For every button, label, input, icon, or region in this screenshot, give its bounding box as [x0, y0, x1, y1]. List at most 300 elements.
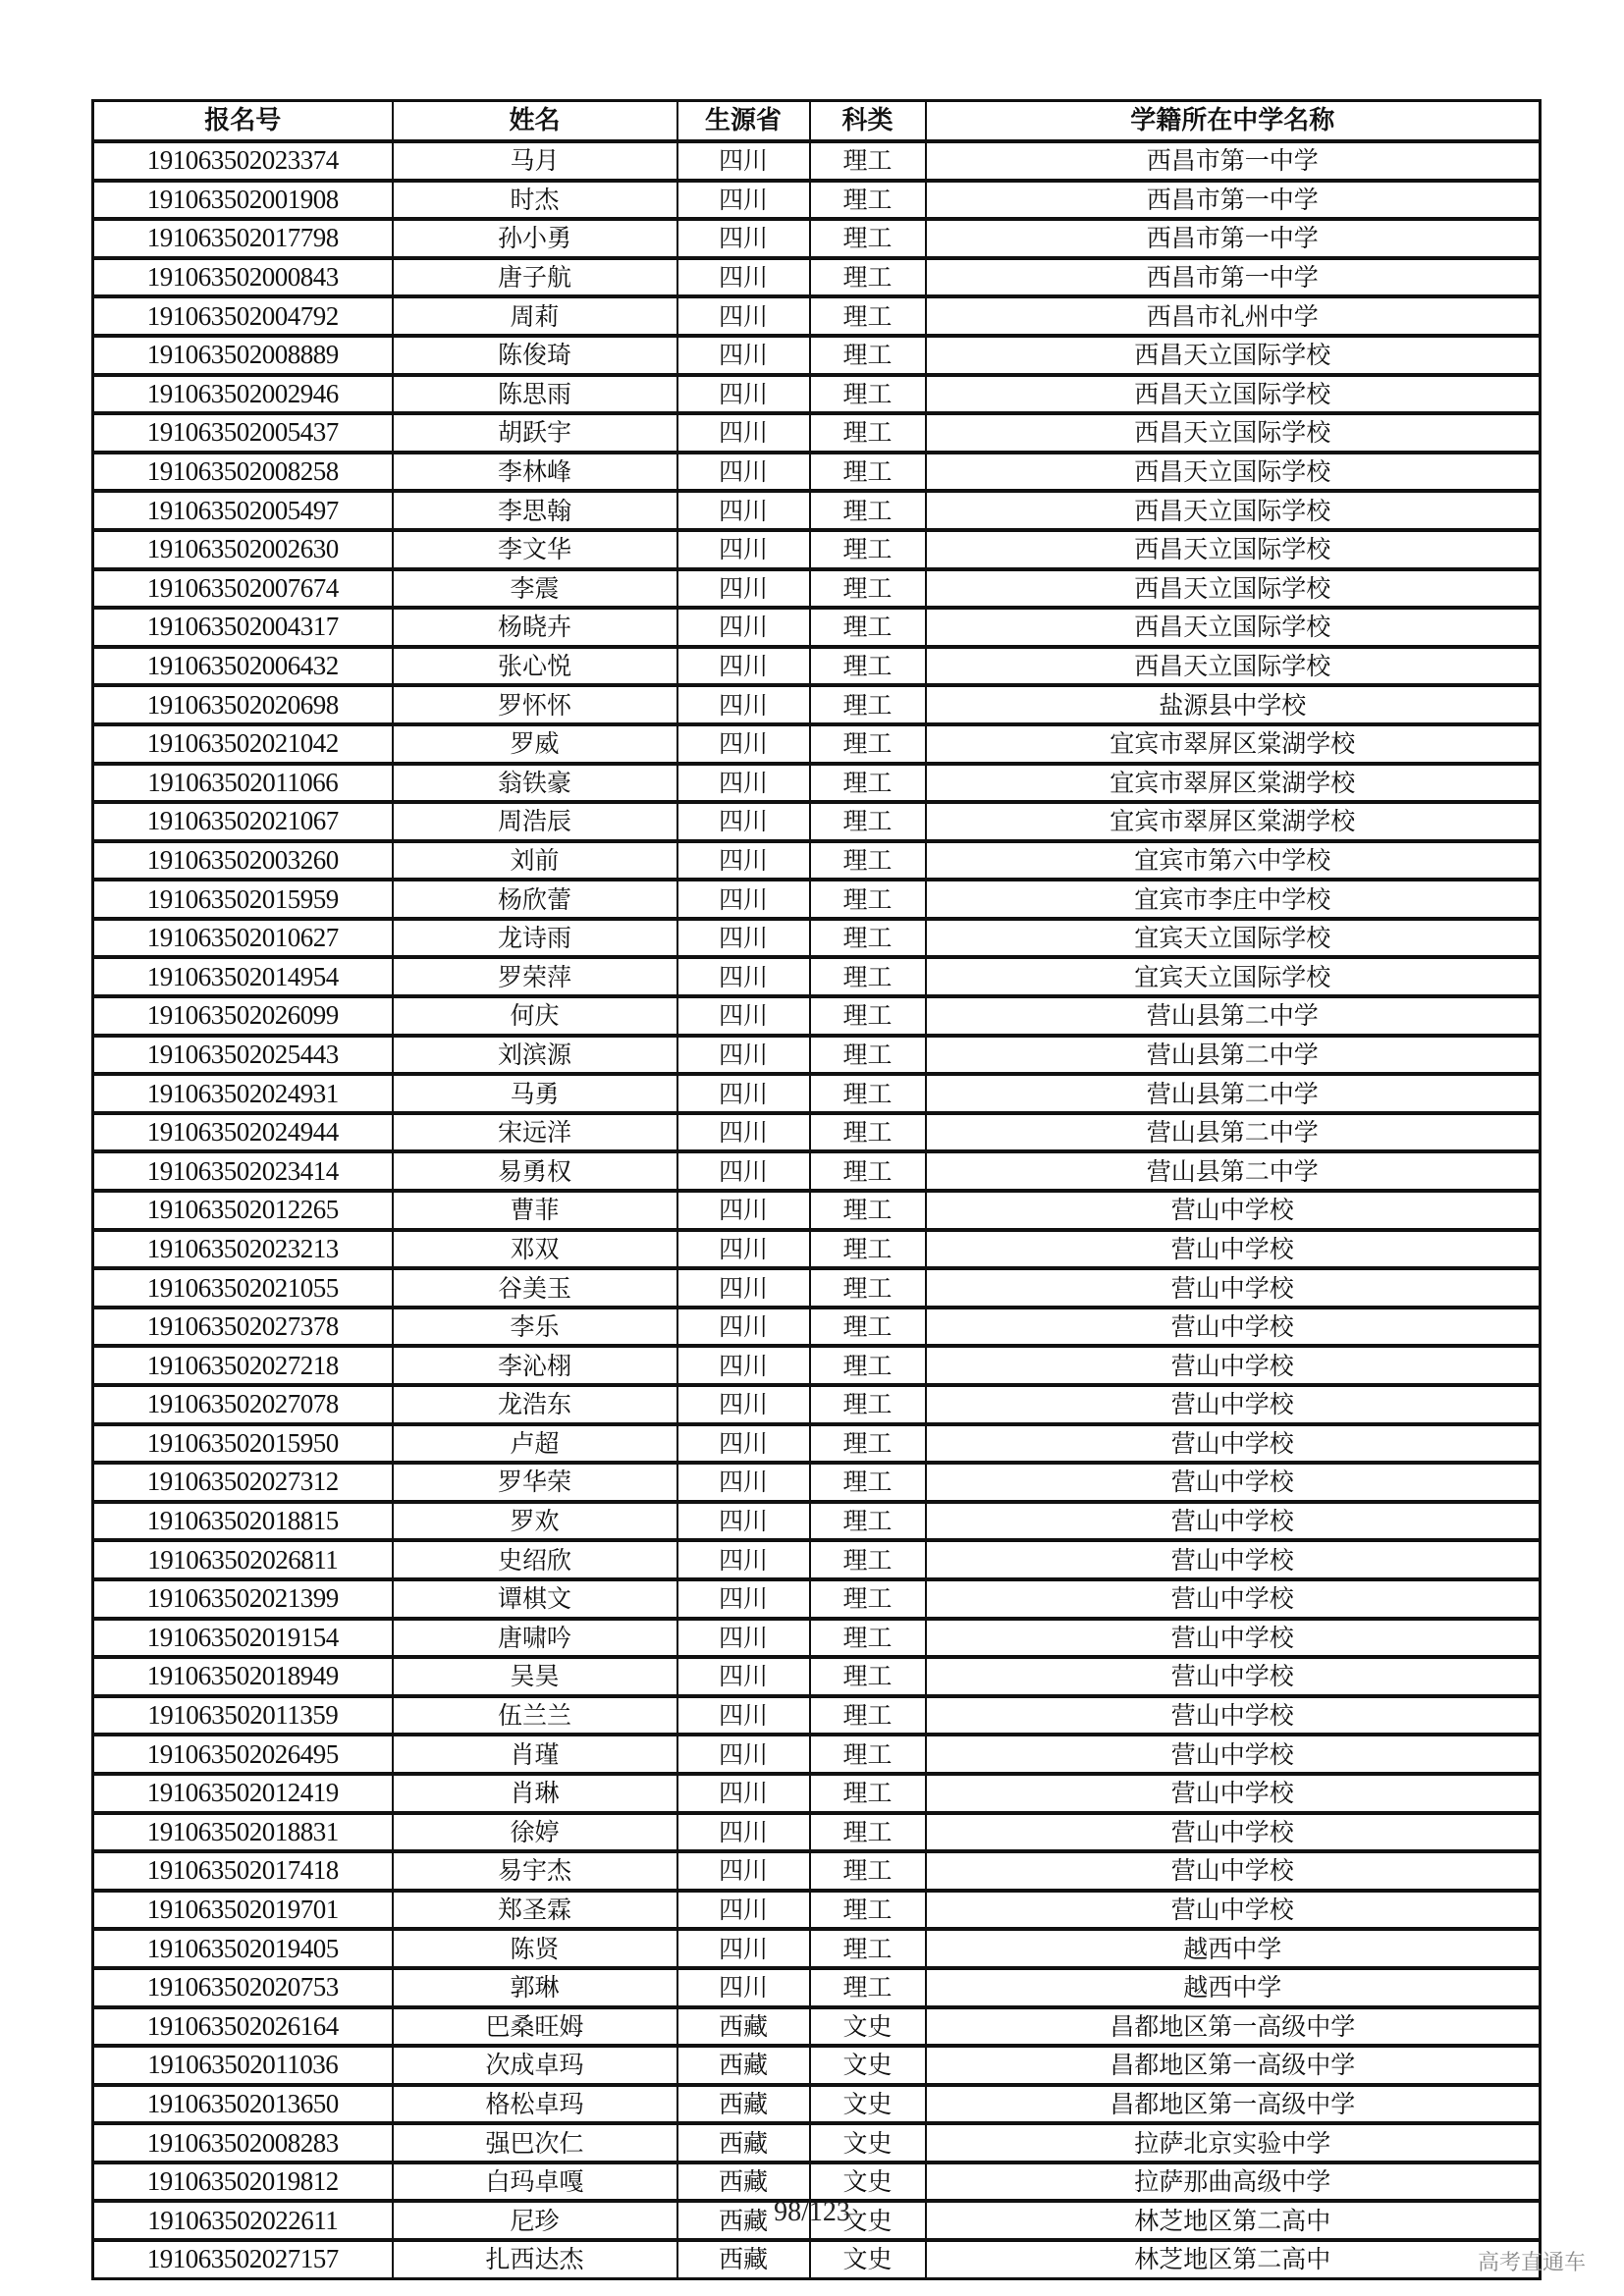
cell-registration-number: 191063502014954 [93, 957, 393, 996]
cell-category: 理工 [810, 957, 926, 996]
table-row [93, 1074, 1541, 1113]
cell-registration-number: 191063502006432 [93, 647, 393, 686]
table-row [93, 1113, 1541, 1152]
table-row [93, 608, 1541, 647]
cell-school-name: 西昌天立国际学校 [926, 647, 1541, 686]
cell-name: 刘滨源 [393, 1036, 677, 1075]
cell-registration-number: 191063502004317 [93, 608, 393, 647]
cell-category: 理工 [810, 880, 926, 919]
cell-province: 四川 [677, 1074, 810, 1113]
cell-province: 四川 [677, 1385, 810, 1424]
table-row [93, 2046, 1541, 2085]
cell-name: 陈俊琦 [393, 336, 677, 375]
table-row [93, 647, 1541, 686]
table-row [93, 1735, 1541, 1774]
cell-registration-number: 191063502005497 [93, 491, 393, 530]
cell-registration-number: 191063502019812 [93, 2163, 393, 2202]
cell-registration-number: 191063502026099 [93, 996, 393, 1036]
cell-province: 四川 [677, 1774, 810, 1813]
cell-province: 四川 [677, 1463, 810, 1502]
header-category: 科类 [810, 101, 926, 142]
cell-province: 四川 [677, 1308, 810, 1347]
cell-school-name: 西昌市第一中学 [926, 219, 1541, 258]
cell-province: 四川 [677, 802, 810, 841]
cell-province: 四川 [677, 1579, 810, 1619]
cell-school-name: 昌都地区第一高级中学 [926, 2007, 1541, 2047]
cell-school-name: 营山中学校 [926, 1268, 1541, 1308]
table-row [93, 919, 1541, 958]
cell-name: 李震 [393, 569, 677, 609]
cell-province: 四川 [677, 1346, 810, 1385]
cell-name: 李思翰 [393, 491, 677, 530]
cell-registration-number: 191063502002946 [93, 375, 393, 414]
cell-category: 文史 [810, 2085, 926, 2124]
table-row [93, 1968, 1541, 2007]
cell-school-name: 营山中学校 [926, 1891, 1541, 1930]
cell-school-name: 营山中学校 [926, 1346, 1541, 1385]
table-row [93, 724, 1541, 764]
page-number: 98/123 [774, 2197, 850, 2227]
admission-list-table-container [91, 99, 1539, 2280]
cell-category: 文史 [810, 2201, 926, 2240]
cell-name: 胡跃宇 [393, 413, 677, 453]
cell-name: 郭琳 [393, 1968, 677, 2007]
cell-school-name: 西昌天立国际学校 [926, 413, 1541, 453]
cell-name: 周浩辰 [393, 802, 677, 841]
cell-school-name: 宜宾市李庄中学校 [926, 880, 1541, 919]
table-row [93, 880, 1541, 919]
cell-province: 四川 [677, 608, 810, 647]
table-row [93, 1346, 1541, 1385]
cell-school-name: 西昌天立国际学校 [926, 375, 1541, 414]
cell-province: 四川 [677, 1657, 810, 1696]
cell-name: 史绍欣 [393, 1540, 677, 1579]
cell-category: 理工 [810, 647, 926, 686]
cell-name: 格松卓玛 [393, 2085, 677, 2124]
cell-category: 理工 [810, 1657, 926, 1696]
header-registration-number: 报名号 [93, 101, 393, 142]
cell-school-name: 宜宾市翠屏区棠湖学校 [926, 724, 1541, 764]
cell-registration-number: 191063502023414 [93, 1151, 393, 1191]
table-row [93, 569, 1541, 609]
cell-province: 西藏 [677, 2240, 810, 2278]
table-header-row [93, 101, 1541, 142]
cell-school-name: 越西中学 [926, 1929, 1541, 1968]
cell-province: 西藏 [677, 2123, 810, 2163]
table-row [93, 1463, 1541, 1502]
table-row [93, 764, 1541, 803]
cell-registration-number: 191063502017418 [93, 1851, 393, 1891]
table-row [93, 685, 1541, 724]
cell-registration-number: 191063502018831 [93, 1813, 393, 1852]
cell-name: 肖瑾 [393, 1735, 677, 1774]
cell-school-name: 西昌天立国际学校 [926, 336, 1541, 375]
cell-name: 刘前 [393, 841, 677, 881]
cell-school-name: 营山中学校 [926, 1424, 1541, 1464]
cell-category: 理工 [810, 1151, 926, 1191]
cell-school-name: 西昌天立国际学校 [926, 491, 1541, 530]
table-row [93, 1929, 1541, 1968]
cell-name: 时杰 [393, 181, 677, 220]
cell-registration-number: 191063502008889 [93, 336, 393, 375]
cell-registration-number: 191063502020698 [93, 685, 393, 724]
cell-school-name: 营山中学校 [926, 1502, 1541, 1541]
table-row [93, 2123, 1541, 2163]
cell-province: 四川 [677, 1230, 810, 1269]
cell-registration-number: 191063502026164 [93, 2007, 393, 2047]
cell-category: 文史 [810, 2007, 926, 2047]
cell-category: 理工 [810, 724, 926, 764]
table-row [93, 1424, 1541, 1464]
cell-registration-number: 191063502011036 [93, 2046, 393, 2085]
header-school-name: 学籍所在中学名称 [926, 101, 1541, 142]
cell-province: 四川 [677, 1891, 810, 1930]
cell-name: 肖琳 [393, 1774, 677, 1813]
cell-name: 郑圣霖 [393, 1891, 677, 1930]
cell-category: 理工 [810, 413, 926, 453]
table-row [93, 1502, 1541, 1541]
cell-province: 四川 [677, 1696, 810, 1735]
cell-province: 四川 [677, 1036, 810, 1075]
table-row [93, 802, 1541, 841]
cell-category: 理工 [810, 1502, 926, 1541]
cell-name: 谭棋文 [393, 1579, 677, 1619]
cell-category: 理工 [810, 1191, 926, 1230]
cell-registration-number: 191063502026811 [93, 1540, 393, 1579]
cell-province: 西藏 [677, 2163, 810, 2202]
cell-category: 理工 [810, 1308, 926, 1347]
table-row [93, 491, 1541, 530]
cell-school-name: 西昌天立国际学校 [926, 569, 1541, 609]
cell-province: 西藏 [677, 2046, 810, 2085]
table-row [93, 996, 1541, 1036]
cell-registration-number: 191063502025443 [93, 1036, 393, 1075]
cell-registration-number: 191063502008258 [93, 453, 393, 492]
cell-school-name: 营山中学校 [926, 1696, 1541, 1735]
table-row [93, 1151, 1541, 1191]
cell-name: 尼珍 [393, 2201, 677, 2240]
cell-registration-number: 191063502015959 [93, 880, 393, 919]
cell-registration-number: 191063502004792 [93, 296, 393, 336]
cell-school-name: 林芝地区第二高中 [926, 2240, 1541, 2278]
cell-category: 文史 [810, 2046, 926, 2085]
cell-registration-number: 191063502026495 [93, 1735, 393, 1774]
cell-school-name: 昌都地区第一高级中学 [926, 2085, 1541, 2124]
cell-registration-number: 191063502027218 [93, 1346, 393, 1385]
cell-registration-number: 191063502023374 [93, 141, 393, 181]
cell-registration-number: 191063502021055 [93, 1268, 393, 1308]
cell-province: 四川 [677, 569, 810, 609]
cell-category: 理工 [810, 764, 926, 803]
admission-list-table [91, 99, 1542, 2280]
cell-school-name: 拉萨那曲高级中学 [926, 2163, 1541, 2202]
table-row [93, 1268, 1541, 1308]
table-row [93, 1540, 1541, 1579]
cell-category: 理工 [810, 802, 926, 841]
cell-school-name: 西昌天立国际学校 [926, 530, 1541, 569]
cell-category: 理工 [810, 141, 926, 181]
cell-province: 四川 [677, 841, 810, 881]
cell-school-name: 越西中学 [926, 1968, 1541, 2007]
cell-name: 吴昊 [393, 1657, 677, 1696]
cell-registration-number: 191063502021399 [93, 1579, 393, 1619]
table-row [93, 1579, 1541, 1619]
cell-category: 理工 [810, 1113, 926, 1152]
cell-name: 扎西达杰 [393, 2240, 677, 2278]
cell-province: 四川 [677, 530, 810, 569]
cell-province: 四川 [677, 336, 810, 375]
cell-school-name: 营山县第二中学 [926, 1036, 1541, 1075]
cell-school-name: 营山中学校 [926, 1657, 1541, 1696]
cell-name: 巴桑旺姆 [393, 2007, 677, 2047]
cell-name: 易宇杰 [393, 1851, 677, 1891]
cell-category: 理工 [810, 996, 926, 1036]
cell-category: 理工 [810, 1891, 926, 1930]
cell-province: 四川 [677, 1113, 810, 1152]
cell-category: 理工 [810, 1619, 926, 1658]
cell-school-name: 营山中学校 [926, 1774, 1541, 1813]
cell-registration-number: 191063502007674 [93, 569, 393, 609]
cell-province: 四川 [677, 1851, 810, 1891]
cell-category: 理工 [810, 1424, 926, 1464]
cell-category: 理工 [810, 841, 926, 881]
cell-registration-number: 191063502008283 [93, 2123, 393, 2163]
cell-school-name: 盐源县中学校 [926, 685, 1541, 724]
cell-category: 理工 [810, 1774, 926, 1813]
table-row [93, 296, 1541, 336]
header-name: 姓名 [393, 101, 677, 142]
cell-category: 理工 [810, 1540, 926, 1579]
cell-category: 理工 [810, 453, 926, 492]
cell-registration-number: 191063502027312 [93, 1463, 393, 1502]
cell-province: 四川 [677, 880, 810, 919]
cell-province: 四川 [677, 1619, 810, 1658]
cell-province: 四川 [677, 1968, 810, 2007]
cell-name: 伍兰兰 [393, 1696, 677, 1735]
cell-school-name: 宜宾市翠屏区棠湖学校 [926, 802, 1541, 841]
table-row [93, 1657, 1541, 1696]
cell-province: 四川 [677, 724, 810, 764]
cell-registration-number: 191063502022611 [93, 2201, 393, 2240]
cell-province: 四川 [677, 764, 810, 803]
cell-name: 易勇权 [393, 1151, 677, 1191]
table-row [93, 1619, 1541, 1658]
cell-province: 西藏 [677, 2085, 810, 2124]
table-row [93, 2007, 1541, 2047]
cell-category: 理工 [810, 296, 926, 336]
cell-name: 马月 [393, 141, 677, 181]
cell-category: 理工 [810, 1813, 926, 1852]
cell-school-name: 营山中学校 [926, 1813, 1541, 1852]
cell-category: 理工 [810, 1851, 926, 1891]
cell-category: 理工 [810, 491, 926, 530]
cell-registration-number: 191063502021067 [93, 802, 393, 841]
cell-province: 西藏 [677, 2007, 810, 2047]
cell-category: 文史 [810, 2240, 926, 2278]
cell-name: 龙浩东 [393, 1385, 677, 1424]
cell-province: 四川 [677, 957, 810, 996]
cell-name: 陈思雨 [393, 375, 677, 414]
cell-name: 强巴次仁 [393, 2123, 677, 2163]
cell-registration-number: 191063502018949 [93, 1657, 393, 1696]
table-body [93, 141, 1541, 2278]
cell-province: 四川 [677, 413, 810, 453]
table-row [93, 141, 1541, 181]
cell-name: 李林峰 [393, 453, 677, 492]
cell-category: 理工 [810, 530, 926, 569]
cell-registration-number: 191063502005437 [93, 413, 393, 453]
cell-school-name: 营山县第二中学 [926, 1113, 1541, 1152]
cell-province: 四川 [677, 996, 810, 1036]
cell-name: 徐婷 [393, 1813, 677, 1852]
cell-province: 四川 [677, 181, 810, 220]
cell-name: 李文华 [393, 530, 677, 569]
cell-province: 四川 [677, 685, 810, 724]
table-row [93, 1696, 1541, 1735]
table-row [93, 1891, 1541, 1930]
cell-name: 李沁栩 [393, 1346, 677, 1385]
cell-name: 谷美玉 [393, 1268, 677, 1308]
table-row [93, 841, 1541, 881]
table-row [93, 336, 1541, 375]
cell-category: 文史 [810, 2163, 926, 2202]
cell-name: 孙小勇 [393, 219, 677, 258]
cell-registration-number: 191063502024944 [93, 1113, 393, 1152]
table-row [93, 453, 1541, 492]
cell-province: 四川 [677, 1929, 810, 1968]
cell-category: 理工 [810, 1735, 926, 1774]
cell-name: 唐啸吟 [393, 1619, 677, 1658]
cell-category: 理工 [810, 569, 926, 609]
table-row [93, 1308, 1541, 1347]
cell-name: 杨欣蕾 [393, 880, 677, 919]
cell-province: 四川 [677, 1813, 810, 1852]
watermark-text: 高考直通车 [1478, 2251, 1587, 2275]
cell-school-name: 营山县第二中学 [926, 1074, 1541, 1113]
cell-name: 罗威 [393, 724, 677, 764]
cell-category: 理工 [810, 1074, 926, 1113]
cell-province: 四川 [677, 491, 810, 530]
cell-category: 理工 [810, 1036, 926, 1075]
cell-category: 理工 [810, 608, 926, 647]
cell-category: 理工 [810, 1696, 926, 1735]
cell-name: 罗怀怀 [393, 685, 677, 724]
cell-school-name: 营山中学校 [926, 1851, 1541, 1891]
cell-registration-number: 191063502027157 [93, 2240, 393, 2278]
cell-category: 理工 [810, 336, 926, 375]
cell-registration-number: 191063502010627 [93, 919, 393, 958]
cell-category: 理工 [810, 219, 926, 258]
cell-category: 理工 [810, 181, 926, 220]
table-row [93, 258, 1541, 297]
cell-province: 四川 [677, 1502, 810, 1541]
table-row [93, 530, 1541, 569]
cell-registration-number: 191063502012419 [93, 1774, 393, 1813]
cell-category: 理工 [810, 258, 926, 297]
cell-name: 杨晓卉 [393, 608, 677, 647]
cell-name: 罗华荣 [393, 1463, 677, 1502]
cell-school-name: 西昌天立国际学校 [926, 608, 1541, 647]
cell-school-name: 西昌市第一中学 [926, 141, 1541, 181]
cell-registration-number: 191063502000843 [93, 258, 393, 297]
cell-name: 罗欢 [393, 1502, 677, 1541]
cell-school-name: 营山中学校 [926, 1579, 1541, 1619]
table-row [93, 1230, 1541, 1269]
cell-name: 张心悦 [393, 647, 677, 686]
cell-province: 四川 [677, 219, 810, 258]
cell-registration-number: 191063502020753 [93, 1968, 393, 2007]
table-row [93, 1774, 1541, 1813]
cell-school-name: 拉萨北京实验中学 [926, 2123, 1541, 2163]
cell-school-name: 营山中学校 [926, 1619, 1541, 1658]
cell-registration-number: 191063502017798 [93, 219, 393, 258]
cell-name: 唐子航 [393, 258, 677, 297]
cell-category: 理工 [810, 1929, 926, 1968]
cell-name: 周莉 [393, 296, 677, 336]
cell-registration-number: 191063502021042 [93, 724, 393, 764]
cell-province: 四川 [677, 1735, 810, 1774]
cell-category: 理工 [810, 375, 926, 414]
cell-province: 四川 [677, 141, 810, 181]
cell-name: 龙诗雨 [393, 919, 677, 958]
cell-registration-number: 191063502011066 [93, 764, 393, 803]
cell-school-name: 营山中学校 [926, 1463, 1541, 1502]
table-row [93, 2085, 1541, 2124]
cell-province: 西藏 [677, 2201, 810, 2240]
cell-school-name: 林芝地区第二高中 [926, 2201, 1541, 2240]
cell-school-name: 营山中学校 [926, 1385, 1541, 1424]
cell-province: 四川 [677, 1540, 810, 1579]
cell-registration-number: 191063502013650 [93, 2085, 393, 2124]
header-province: 生源省 [677, 101, 810, 142]
cell-name: 罗荣萍 [393, 957, 677, 996]
table-row [93, 413, 1541, 453]
cell-registration-number: 191063502027078 [93, 1385, 393, 1424]
table-row [93, 375, 1541, 414]
cell-registration-number: 191063502002630 [93, 530, 393, 569]
cell-category: 理工 [810, 1346, 926, 1385]
table-row [93, 219, 1541, 258]
cell-registration-number: 191063502015950 [93, 1424, 393, 1464]
table-row [93, 1385, 1541, 1424]
cell-name: 宋远洋 [393, 1113, 677, 1152]
cell-name: 陈贤 [393, 1929, 677, 1968]
cell-registration-number: 191063502003260 [93, 841, 393, 881]
cell-name: 卢超 [393, 1424, 677, 1464]
table-row [93, 1036, 1541, 1075]
cell-name: 何庆 [393, 996, 677, 1036]
cell-province: 四川 [677, 375, 810, 414]
cell-province: 四川 [677, 647, 810, 686]
cell-school-name: 宜宾市第六中学校 [926, 841, 1541, 881]
cell-name: 白玛卓嘎 [393, 2163, 677, 2202]
cell-name: 次成卓玛 [393, 2046, 677, 2085]
cell-school-name: 西昌市第一中学 [926, 258, 1541, 297]
cell-province: 四川 [677, 1151, 810, 1191]
table-row [93, 1851, 1541, 1891]
cell-province: 四川 [677, 1191, 810, 1230]
cell-name: 马勇 [393, 1074, 677, 1113]
cell-category: 理工 [810, 1268, 926, 1308]
table-row [93, 1813, 1541, 1852]
cell-province: 四川 [677, 296, 810, 336]
cell-category: 理工 [810, 685, 926, 724]
cell-province: 四川 [677, 258, 810, 297]
cell-school-name: 宜宾市翠屏区棠湖学校 [926, 764, 1541, 803]
table-row [93, 2163, 1541, 2202]
cell-registration-number: 191063502027378 [93, 1308, 393, 1347]
cell-province: 四川 [677, 1268, 810, 1308]
